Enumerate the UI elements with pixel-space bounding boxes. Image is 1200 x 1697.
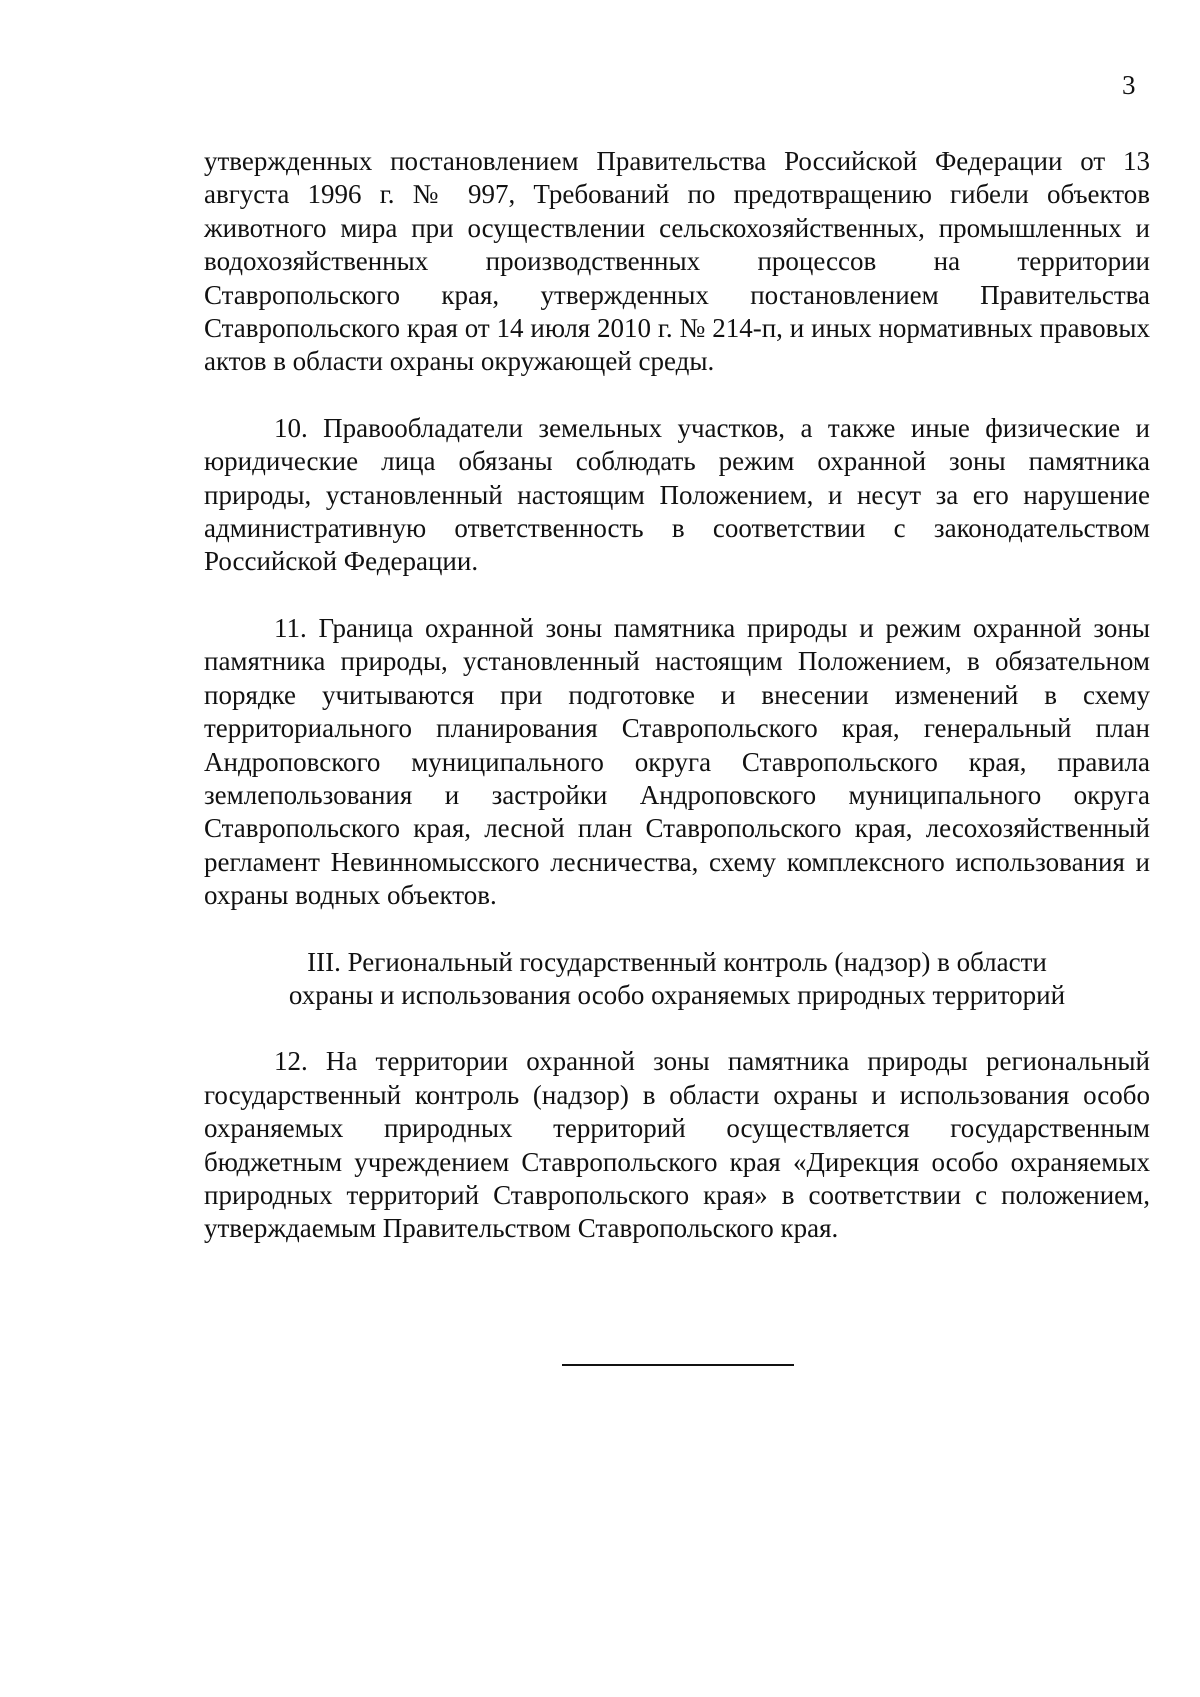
paragraph-11: 11. Граница охранной зоны памятника природы и режим охранной зоны памятника природы, установленный настоящим Положением, в обязательном порядке учитываются при подготовке и внесении изменений в схему территориального планирования Ставропольского края, генеральный план Андроповского муниципального округа Ставропольского края, правила землепользования и застройки Андроповского муниципального округа Ставропольского края, лесной план Ставропольского края, лесохозяйственный регламент Невинномысского лесничества, схему комплексного использования и охраны водных объектов. — [204, 612, 1150, 911]
document-body — [204, 145, 1150, 1246]
paragraph-10: 10. Правообладатели земельных участков, а также иные физические и юридические лица обязаны соблюдать режим охранной зоны памятника природы, установленный настоящим Положением, и несут за его нарушение административную ответственность в соответствии с законодательством Российской Федерации. — [204, 412, 1150, 577]
section-heading — [204, 946, 1150, 1013]
paragraph-continued: утвержденных постановлением Правительства Российской Федерации от 13 августа 1996 г. № 997, Требований по предотвращению гибели объектов животного мира при осуществлении сельскохозяйственных, промышленных и водохозяйственных производственных процессов на территории Ставропольского края, утвержденных постановлением Правительства Ставропольского края от 14 июля 2010 г. № 214-п, и иных нормативных правовых актов в области охраны окружающей среды. — [204, 146, 1150, 377]
page-number: 3 — [1122, 70, 1136, 100]
end-divider-line — [562, 1364, 794, 1366]
section-heading-line-1: III. Региональный государственный контроль (надзор) в области — [307, 946, 1047, 977]
paragraph-12: 12. На территории охранной зоны памятника природы региональный государственный контроль (надзор) в области охраны и использования особо охраняемых природных территорий осуществляется государственным бюджетным учреждением Ставропольского края «Дирекция особо охраняемых природных территорий Ставропольского края» в соответствии с положением, утверждаемым Правительством Ставропольского края. — [204, 1046, 1150, 1244]
section-heading-line-2: охраны и использования особо охраняемых природных территорий — [288, 979, 1066, 1010]
